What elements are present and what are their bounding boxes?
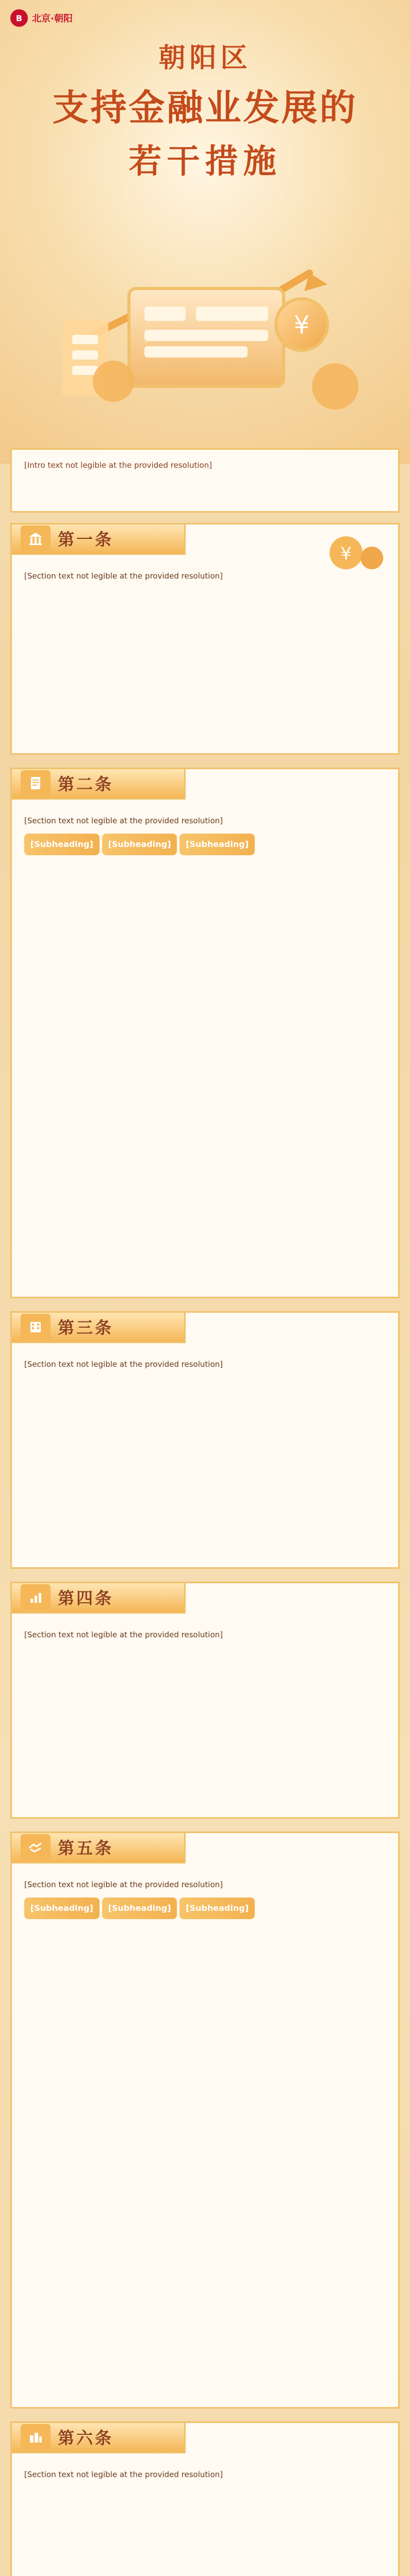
- section-3-body: [24, 1354, 386, 1372]
- section-4-paragraph: [Section text not legible at the provided resolution]: [24, 1630, 223, 1639]
- hero-illustration: [0, 165, 410, 433]
- section-4-body: [24, 1624, 386, 1642]
- section-2-subhead-1: [Subheading]: [24, 834, 100, 855]
- section-6-paragraph: [Section text not legible at the provided resolution]: [24, 2470, 223, 2479]
- section-5-subhead-1: [Subheading]: [24, 1897, 100, 1919]
- section-5-body: [24, 1874, 386, 1919]
- bank-icon: [27, 530, 44, 547]
- section-5-subhead-2: [Subheading]: [102, 1897, 177, 1919]
- hero-title: [0, 36, 410, 182]
- svg-text:¥: ¥: [293, 311, 310, 340]
- section-4: [10, 1582, 400, 1819]
- hero-title-line-3: 若干措施: [128, 143, 282, 181]
- intro-text: [Intro text not legible at the provided resolution]: [24, 461, 212, 470]
- section-2-paragraph: [Section text not legible at the provided resolution]: [24, 816, 223, 825]
- section-3-label: 第三条: [58, 1317, 114, 1337]
- section-6-body: [24, 2464, 386, 2482]
- svg-text:¥: ¥: [340, 544, 352, 564]
- section-1-icon: [21, 526, 51, 551]
- building-icon: [27, 1318, 44, 1335]
- brand-text: 北京·朝阳: [32, 13, 73, 24]
- section-3: [10, 1311, 400, 1569]
- document-icon: [27, 774, 44, 792]
- section-3-icon: [21, 1314, 51, 1340]
- section-5-header: [10, 1832, 186, 1863]
- hero-title-line-1: 朝阳区: [158, 43, 252, 74]
- section-1: [10, 523, 400, 755]
- brand-mark: B: [10, 9, 28, 27]
- intro: [10, 448, 400, 513]
- section-2-label: 第二条: [58, 774, 114, 794]
- hero: [0, 0, 410, 464]
- section-5-icon: [21, 1834, 51, 1860]
- section-1-paragraph: [Section text not legible at the provided resolution]: [24, 571, 223, 581]
- section-4-label: 第四条: [58, 1588, 114, 1608]
- section-2: [10, 768, 400, 1298]
- handshake-icon: [27, 1838, 44, 1856]
- section-2-body: [24, 810, 386, 855]
- section-5-paragraph: [Section text not legible at the provided resolution]: [24, 1880, 223, 1889]
- section-6-icon: [21, 2424, 51, 2450]
- section-6-header: [10, 2421, 186, 2453]
- hero-title-line-2: 支持金融业发展的: [52, 87, 358, 129]
- city-icon: [27, 2428, 44, 2446]
- section-6-label: 第六条: [58, 2428, 114, 2448]
- section-4-icon: [21, 1584, 51, 1610]
- section-5-subhead-3: [Subheading]: [179, 1897, 255, 1919]
- chart-icon: [27, 1588, 44, 1606]
- section-1-header: [10, 523, 186, 555]
- section-2-icon: [21, 770, 51, 796]
- section-5: [10, 1832, 400, 2409]
- section-3-paragraph: [Section text not legible at the provided resolution]: [24, 1360, 223, 1369]
- section-3-header: [10, 1311, 186, 1343]
- section-2-subhead-3: [Subheading]: [179, 834, 255, 855]
- section-2-header: [10, 768, 186, 800]
- section-2-subhead-2: [Subheading]: [102, 834, 177, 855]
- section-1-body: [24, 566, 386, 584]
- section-1-label: 第一条: [58, 529, 114, 549]
- section-6: [10, 2421, 400, 2576]
- brand: [10, 9, 73, 27]
- section-5-label: 第五条: [58, 1838, 114, 1858]
- section-4-header: [10, 1582, 186, 1614]
